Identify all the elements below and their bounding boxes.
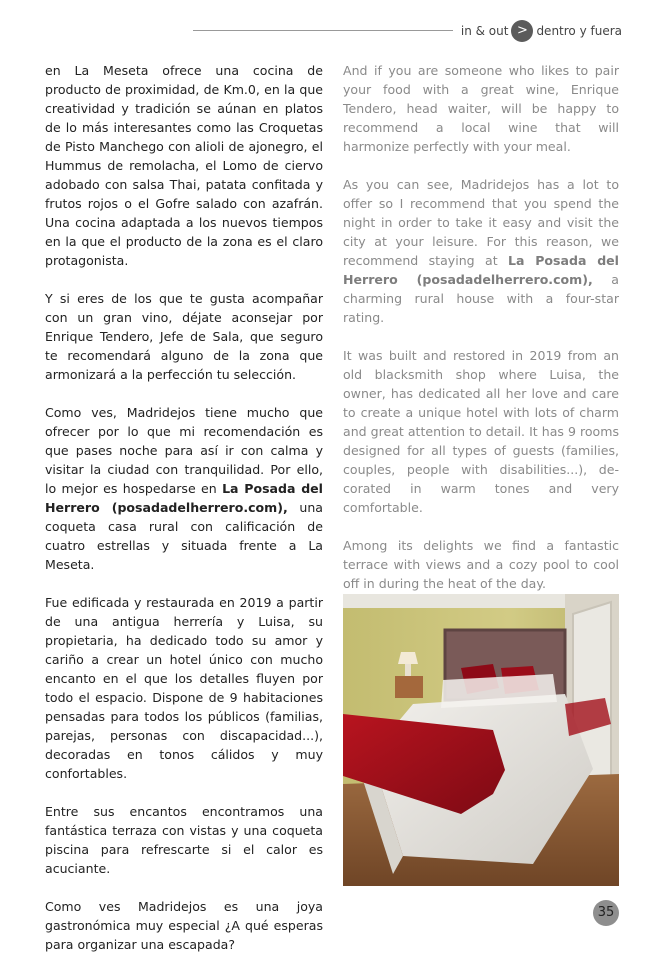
header-rule xyxy=(193,30,453,31)
es-paragraph-3-start: Como ves, Madridejos tiene mucho que ofrecer por lo que mi recomendación es que pases noche para así ir con calma y visitar la ciudad con tranquilidad. Por ello, lo mejor es hospedarse en xyxy=(45,405,323,496)
es-hotel-name: La Posada del Herrero (posadadelherrero.com), xyxy=(45,481,323,515)
es-paragraph-3 xyxy=(45,403,323,574)
lamp-shade xyxy=(398,652,418,664)
lamp-base xyxy=(405,664,411,676)
arrow-icon: > xyxy=(511,20,533,42)
header-left-text: in & out xyxy=(460,24,509,38)
en-paragraph-2-start: As you can see, Madridejos has a lot to offer so I recommend that you spend the night in order to take it easy and visit the city at your leisure. For this reason, we recommend staying at xyxy=(343,177,619,268)
spanish-column xyxy=(45,61,323,973)
header-right-text: dentro y fuera xyxy=(536,24,622,38)
en-paragraph-4: Among its delights we find a fantastic terrace with views and a cozy pool to cool off in during the heat of the day. xyxy=(343,538,619,591)
hotel-room-photo xyxy=(343,594,619,886)
es-paragraph-4: Fue edificada y restaurada en 2019 a partir de una antigua herrería y Luisa, su propietaria, ha dedicado todo su amor y cariño a crear un hotel único con mucho encanto en el que los detalles fluyen por todo el espacio. Dispone de 9 habitaciones pensadas para todos los públicos (familias, parejas, personas con discapacidad...), decoradas en tonos cálidos y muy confortables. xyxy=(45,595,323,781)
en-hotel-name: La Posada del Herrero (posadadelherrero.com), xyxy=(343,253,619,287)
es-paragraph-6: Como ves Madridejos es una joya gastronómica muy especial ¿A qué esperas para organizar una escapada? xyxy=(45,899,323,952)
en-paragraph-1: And if you are someone who likes to pair your food with a great wine, Enrique Tendero, head waiter, will be happy to recommend a local wine that will harmonize perfectly with your meal. xyxy=(343,63,619,154)
es-paragraph-5: Entre sus encantos encontramos una fantástica terraza con vistas y una coqueta piscina para refrescarte si el calor es acuciante. xyxy=(45,804,323,876)
en-paragraph-3: It was built and restored in 2019 from an old blacksmith shop where Luisa, the owner, has dedicated all her love and care to create a unique hotel with lots of charm and great attention to detail. It has 9 rooms designed for all types of guests (families, couples, people with disabilities...), decorated in warm tones and very comfortable. xyxy=(343,348,619,515)
en-paragraph-2 xyxy=(343,175,619,327)
page-number-badge: 35 xyxy=(593,900,619,926)
en-paragraph-2-end: a charming rural house with a four-star rating. xyxy=(343,272,619,325)
es-paragraph-3-end: una coqueta casa rural con calificación de cuatro estrellas y situada frente a La Meseta. xyxy=(45,500,323,572)
es-paragraph-2: Y si eres de los que te gusta acompañar con un gran vino, déjate aconsejar por Enrique Tendero, Jefe de Sala, que seguro te recomendará alguno de la zona que armonizará a la perfección tu selección. xyxy=(45,291,323,382)
es-paragraph-1: en La Meseta ofrece una cocina de producto de proximidad, de Km.0, en la que creatividad y tradición se aúnan en platos de lo más interesantes como las Croquetas de Pisto Manchego con alioli de ajonegro, el Hummus de remolacha, el Lomo de ciervo adobado con salsa Thai, patata confitada y frutos rojos o el Gofre salado con azafrán. Una cocina adaptada a los nuevos tiempos en la que el producto de la zona es el claro protagonista. xyxy=(45,63,323,268)
section-header xyxy=(461,18,622,44)
nightstand xyxy=(395,676,423,698)
